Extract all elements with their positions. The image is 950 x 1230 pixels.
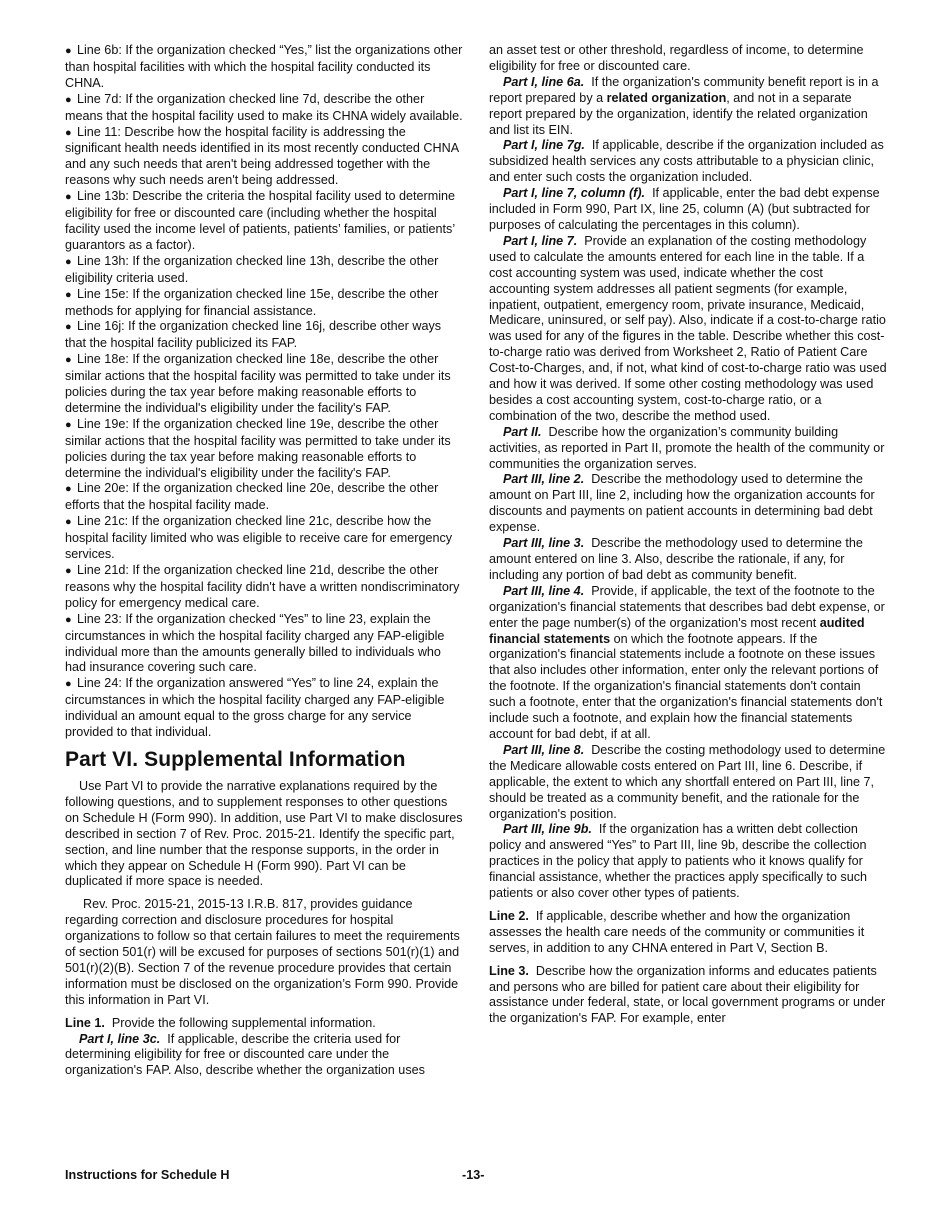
part-3-line-9b-text: If the organization has a written debt collection policy and answered “Yes” to Part III, line 9b, describe the collection practices in the policy that apply to patients who it knows qualify for financial assistance, whether the practices apply specifically to such patients or also cover other types of patients. [489, 822, 868, 901]
part-1-line-7f-text: If applicable, enter the bad debt expense included in Form 990, Part IX, line 25, column (A) (but subtracted for purposes of calculating the percentages in this column). [489, 186, 880, 232]
bullet-text: Line 7d: If the organization checked line 7d, describe the other means that the hospital facility used to make its CHNA widely available. [65, 91, 463, 123]
part-1-line-7g-text: If applicable, describe if the organization included as subsidized health services any costs attributable to a physician clinic, and enter such costs the organization included. [489, 138, 884, 185]
part-1-line-6a-text-end: , and not in a separate report prepared by the organization, identify the related organization and list its EIN. [489, 90, 868, 137]
bullet-dot: ● [65, 613, 72, 626]
bullet-text: Line 11: Describe how the hospital facility is addressing the significant health needs identified in its most recently conducted CHNA and any such needs that aren't being addressed together with the reasons why such needs aren't being addressed. [65, 124, 459, 188]
bullet-text: Line 20e: If the organization checked line 20e, describe the other efforts that the hospital facility made. [65, 481, 439, 513]
section-heading: Part VI. Supplemental Information [65, 747, 406, 771]
part-2-text: Describe how the organization’s community building activities, as reported in Part II, promote the health of the community or communities the organization serves. [489, 424, 885, 471]
line-2-paragraph [489, 909, 887, 957]
bullet-text: Line 21d: If the organization checked line 21d, describe the other reasons why the hospital facility didn't have a written nondiscriminatory policy for emergency medical care. [65, 563, 460, 610]
part-1-line-7-paragraph [489, 234, 887, 425]
bullet-text: Line 18e: If the organization checked line 18e, describe the other similar actions that the hospital facility was permitted to take under its policies during the tax year before making reasonable efforts to determine the individual's eligibility under the facility's FAP. [65, 352, 451, 415]
bullet-text: Line 15e: If the organization checked line 15e, describe the other methods for applying for financial assistance. [65, 286, 439, 318]
line-1-text: Provide the following supplemental information. [111, 1015, 376, 1030]
bullet-dot: ● [65, 191, 72, 204]
line-2-text: If applicable, describe whether and how the organization assesses the health care needs of the community or communities it serves, in addition to any CHNA entered in Part V, Section B. [489, 908, 865, 955]
intro-paragraph: Use Part VI to provide the narrative explanations required by the following questions, and to supplement responses to other questions on Schedule H (Form 990). In addition, use Part VI to make disclosures described in section 7 of Rev. Proc. 2015-21. Identify the specific part, section, and line number that the response supports, in the order in which they appear on Schedule H (Form 990). Part VI can be duplicated if more space is needed. [65, 778, 463, 889]
line-1-label: Line 1. [65, 1015, 105, 1030]
bullet-line-15e [65, 287, 463, 320]
bullet-line-20e [65, 481, 463, 514]
part-1-line-7f-label: Part I, line 7, column (f). [503, 186, 646, 201]
part-3-line-9b-paragraph [489, 822, 887, 902]
part-3-line-2-text: Describe the methodology used to determine the amount on Part III, line 2, including how the organization accounts for discounts and payments on patient accounts in determining bad debt expense. [489, 472, 875, 535]
left-column [65, 43, 463, 1079]
bullet-line-23 [65, 612, 463, 677]
line-3-label: Line 3. [489, 963, 529, 978]
line-1-paragraph [65, 1016, 463, 1032]
bullet-text: Line 23: If the organization checked “Yes” to line 23, explain the circumstances in which the hospital facility charged any FAP-eligible individual more than the amounts generally billed to individuals who had insurance covering such care. [65, 611, 445, 675]
bullet-dot: ● [65, 418, 72, 431]
part-3-line-8-paragraph [489, 743, 887, 823]
bullet-dot: ● [65, 516, 72, 529]
part-3-line-2-paragraph [489, 472, 887, 536]
right-column [489, 43, 887, 1027]
bullet-line-7d [65, 92, 463, 125]
bullet-dot: ● [65, 93, 72, 106]
part-3-line-9b-label: Part III, line 9b. [503, 822, 592, 837]
part-3-line-2-label: Part III, line 2. [503, 472, 585, 487]
bullet-text: Line 13h: If the organization checked line 13h, describe the other eligibility criteria used. [65, 253, 439, 285]
part-1-line-7g-paragraph [489, 138, 887, 186]
part-2-label: Part II. [503, 424, 542, 439]
line-2-label: Line 2. [489, 908, 529, 923]
audited-financial-statements-term: audited financial statements [489, 615, 865, 646]
part-3-line-4-label: Part III, line 4. [503, 583, 585, 598]
rev-proc-paragraph: Rev. Proc. 2015-21, 2015-13 I.R.B. 817, provides guidance regarding correction and disclosure procedures for hospital organizations to follow so that certain failures to meet the requirements of section 501(r) will be excused for purposes of sections 501(r)(1) and 501(r)(2)(B). Section 7 of the revenue procedure provides that certain information must be disclosed on the organization’s Form 990. Provide this information in Part VI. [65, 897, 460, 1007]
line-3-paragraph [489, 964, 887, 1028]
bullet-dot: ● [65, 678, 72, 691]
footer-title: Instructions for Schedule H [65, 1168, 230, 1182]
bullet-text: Line 6b: If the organization checked “Yes,” list the organizations other than hospital facilities with which the hospital facility conducted its CHNA. [65, 43, 463, 90]
part-1-line-3c-label: Part I, line 3c. [79, 1031, 161, 1046]
part-1-line-3c-paragraph [65, 1032, 463, 1080]
part-1-line-7g-label: Part I, line 7g. [503, 138, 585, 153]
bullet-dot: ● [65, 565, 72, 577]
bullet-text: Line 19e: If the organization checked line 19e, describe the other similar actions that the hospital facility was permitted to take under its policies during the tax year before making reasonable efforts to determine the individual's eligibility under the facility's FAP. [65, 416, 451, 480]
bullet-text: Line 24: If the organization answered “Yes” to line 24, explain the circumstances in which the hospital facility charged any FAP-eligible individual an amount equal to the gross charge for any service provided to that individual. [65, 676, 445, 740]
part-1-line-7f-paragraph [489, 186, 887, 234]
bullet-text: Line 13b: Describe the criteria the hospital facility used to determine eligibility for free or discounted care (including whether the hospital facility used the income level of patients, patients’ families, or patients’ guarantors as a factor). [65, 189, 456, 252]
bullet-line-13b [65, 189, 463, 254]
bullet-dot: ● [65, 288, 72, 301]
bullet-dot: ● [65, 45, 72, 57]
bullet-dot: ● [65, 483, 72, 496]
part-3-line-8-label: Part III, line 8. [503, 742, 585, 757]
page-number: -13- [462, 1168, 485, 1182]
part-3-line-3-text: Describe the methodology used to determine the amount entered on line 3. Also, describe the rationale, if any, for including any portion of bad debt as community benefit. [489, 536, 863, 582]
part-2-paragraph [489, 425, 887, 473]
bullet-line-13h [65, 254, 463, 287]
bullet-dot: ● [65, 321, 72, 334]
continued-paragraph: an asset test or other threshold, regardless of income, to determine eligibility for free or discounted care. [489, 43, 864, 73]
bullet-line-24 [65, 676, 463, 741]
bullet-line-16j [65, 319, 463, 352]
part-3-line-3-label: Part III, line 3. [503, 536, 585, 551]
bullet-line-6b [65, 43, 463, 92]
bullet-line-11 [65, 125, 463, 190]
bullet-dot: ● [65, 126, 72, 139]
bullet-line-18e [65, 352, 463, 417]
part-3-line-4-text-end: on which the footnote appears. If the organization's financial statements include a footnote on these issues that also includes other information, enter only the relevant portions of the footnote. If the organization's financial statements don't contain such a footnote, enter that the organization's financial statements don't include such a footnote, and explain how the financial statements account for bad debt, if at all. [489, 631, 883, 741]
bullet-text: Line 21c: If the organization checked line 21c, describe how the hospital facility limited who was eligible to receive care for emergency services. [65, 514, 453, 562]
part-3-line-4-text: Provide, if applicable, the text of the footnote to the organization's financial statements that describes bad debt expense, or enter the page number(s) of the organization's most recent [489, 583, 885, 630]
bullet-dot: ● [65, 255, 72, 268]
part-1-line-7-text: Provide an explanation of the costing methodology used to calculate the amounts entered for each line in the table. If a cost accounting system was used, indicate whether the cost accounting system addresses all patient segments (for example, inpatient, outpatient, emergency room, private insurance, Medicaid, Medicare, uninsured, or self pay). Also, indicate if a cost-to-charge ratio was used for any of the figures in the table. Describe whether this cost-to-charge ratio was derived from Worksheet 2, Ratio of Patient Care Cost-to-Charges, and, if not, what kind of cost-to-charge ratio was used and how it was derived. If some other costing methodology was used besides a cost accounting system, cost-to-charge ratio, or a combination of the two, describe the method used. [489, 233, 887, 423]
part-3-line-4-paragraph [489, 584, 887, 743]
bullet-line-21d [65, 563, 463, 612]
bullet-line-21c [65, 514, 463, 563]
part-1-line-7-label: Part I, line 7. [503, 233, 578, 248]
bullet-dot: ● [65, 354, 72, 367]
part-3-line-8-text: Describe the costing methodology used to determine the Medicare allowable costs entered on Part III, line 6. Describe, if applicable, the extent to which any shortfall entered on Part III, line 7, should be treated as a community benefit, and the rationale for the organization's position. [489, 742, 886, 821]
part-1-line-3c-text: If applicable, describe the criteria used for determining eligibility for free or discounted care under the organization's FAP. Also, describe whether the organization uses [65, 1031, 425, 1078]
part-3-line-3-paragraph [489, 536, 887, 584]
related-organization-term: related organization [606, 90, 727, 105]
bullet-text: Line 16j: If the organization checked line 16j, describe other ways that the hospital facility publicized its FAP. [65, 319, 442, 351]
part-1-line-6a-text: If the organization's community benefit report is in a report prepared by a [489, 74, 879, 105]
bullet-line-19e [65, 417, 463, 482]
part-1-line-6a-label: Part I, line 6a. [503, 74, 585, 89]
part-1-line-6a-paragraph [489, 75, 887, 139]
line-3-text: Describe how the organization informs and educates patients and persons who are billed for patient care about their eligibility for assistance under federal, state, or local government programs or under the organization's FAP. For example, enter [489, 963, 886, 1026]
